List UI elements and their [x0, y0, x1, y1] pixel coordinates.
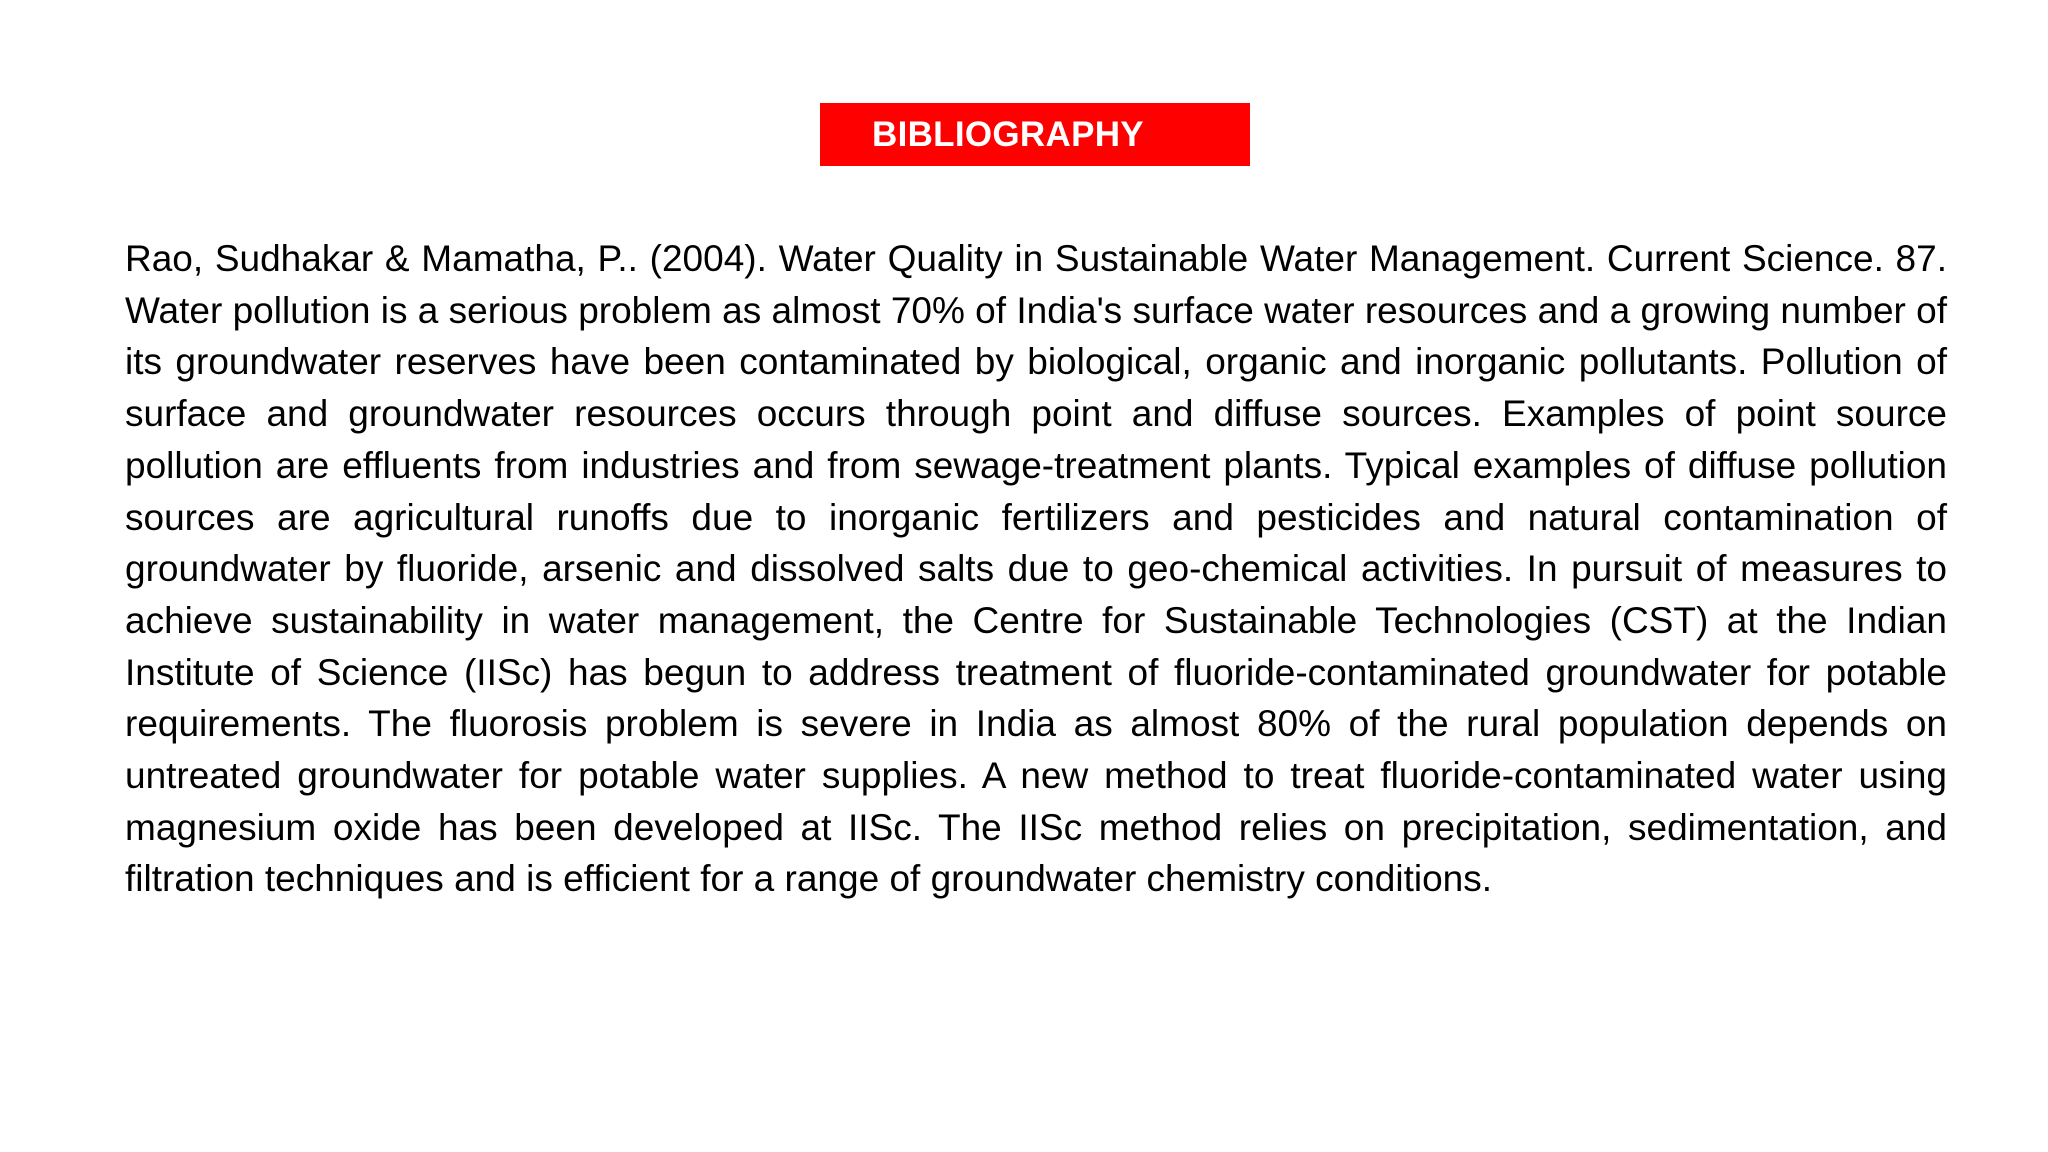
bibliography-paragraph: Rao, Sudhakar & Mamatha, P.. (2004). Water Quality in Sustainable Water Management. Current Science. 87. Water pollution is a serious problem as almost 70% of India's surface water resources and a growing number of its groundwater reserves have been contaminated by biological, organic and inorganic pollutants. Pollution of surface and groundwater resources occurs through point and diffuse sources. Examples of point source pollution are effluents from industries and from sewage-treatment plants. Typical examples of diffuse pollution sources are agricultural runoffs due to inorganic fertilizers and pesticides and natural contamination of groundwater by fluoride, arsenic and dissolved salts due to geo-chemical activities. In pursuit of measures to achieve sustainability in water management, the Centre for Sustainable Technologies (CST) at the Indian Institute of Science (IISc) has begun to address treatment of fluoride-contaminated groundwater for potable requirements. The fluorosis problem is severe in India as almost 80% of the rural population depends on untreated groundwater for potable water supplies. A new method to treat fluoride-contaminated water using magnesium oxide has been developed at IISc. The IISc method relies on precipitation, sedimentation, and filtration techniques and is efficient for a range of groundwater chemistry conditions.: [125, 238, 1947, 900]
slide-title: BIBLIOGRAPHY: [872, 115, 1144, 154]
title-banner: [820, 103, 1250, 166]
